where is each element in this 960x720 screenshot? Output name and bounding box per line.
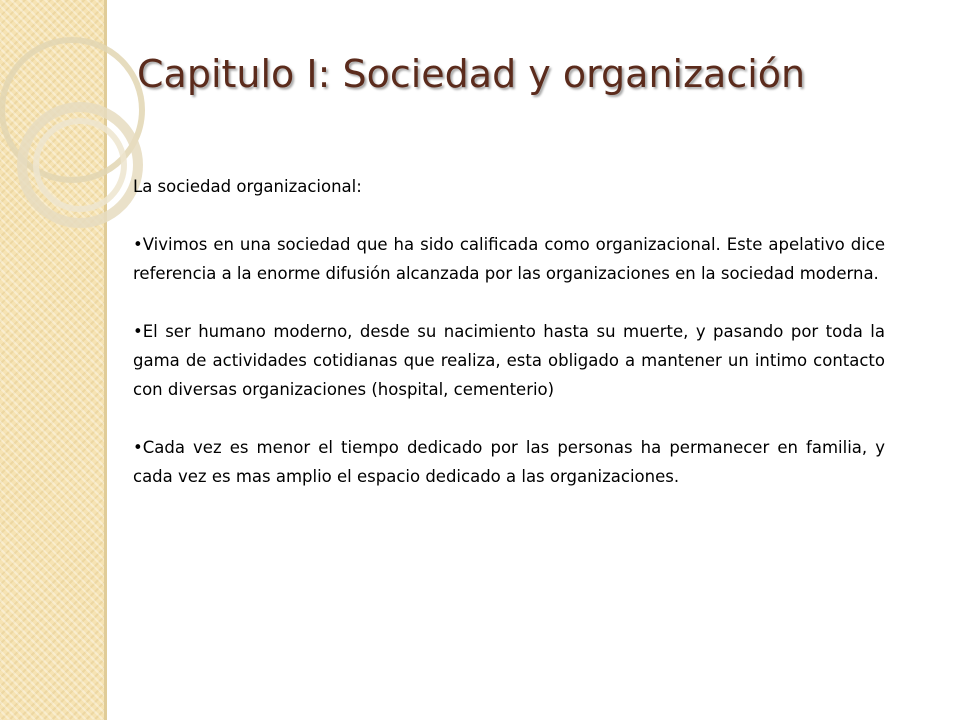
slide-content [133,172,885,520]
section-subheading: La sociedad organizacional: [133,177,362,196]
decorative-circles [0,0,150,260]
slide-title: Capitulo I: Sociedad y organización [137,52,806,96]
bullet-item-1: •Vivimos en una sociedad que ha sido calificada como organizacional. Este apelativo dice referencia a la enorme difusión alcanzada por las organizaciones en la sociedad moderna. [133,235,885,283]
bullet-item-3: •Cada vez es menor el tiempo dedicado por las personas ha permanecer en familia, y cada vez es mas amplio el espacio dedicado a las organizaciones. [133,438,885,486]
decorative-circle-outer [22,107,138,223]
bullet-item-2: •El ser humano moderno, desde su nacimiento hasta su muerte, y pasando por toda la gama de actividades cotidianas que realiza, esta obligado a mantener un intimo contacto con diversas organizaciones (hospital, cementerio) [133,322,885,399]
